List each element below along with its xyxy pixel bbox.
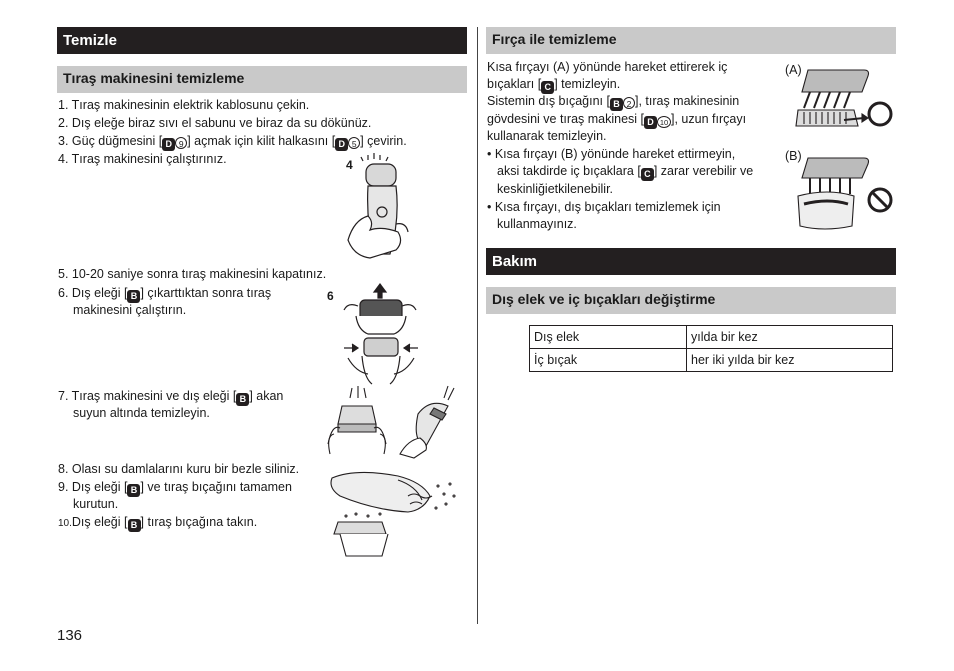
brush-bullet-1: • Kısa fırçayı (B) yönünde hareket ettirmeyin, <box>487 147 736 161</box>
badge-b: B <box>127 484 140 497</box>
circled-9: 9 <box>175 137 187 149</box>
shaver-in-hand-illustration <box>330 150 410 260</box>
section-title-bakim: Bakım <box>486 248 896 275</box>
brush-line-5: kullanarak temizleyin. <box>487 129 607 143</box>
step-5: 5. 10-20 saniye sonra tıraş makinesini kapatınız. <box>58 267 327 281</box>
circled-5: 5 <box>348 137 360 149</box>
badge-b: B <box>236 393 249 406</box>
badge-b: B <box>127 290 140 303</box>
circled-2: 2 <box>623 97 635 109</box>
step-3: 3. Güç düğmesini [ D 9 ] açmak için kilit halkasını [ D 5 ] çevirin. <box>58 134 407 149</box>
step-6-cont: makinesini çalıştırın. <box>73 303 187 317</box>
badge-b: B <box>610 98 623 111</box>
figure-b-label: (B) <box>785 149 802 163</box>
subsection-title-brush-cleaning: Fırça ile temizleme <box>486 27 896 54</box>
table-cell-part: Dış elek <box>530 326 687 349</box>
column-divider <box>477 27 478 624</box>
brush-line-4: gövdesini ve tıraş makinesi [ D 10 ], uzun fırçayı <box>487 112 747 127</box>
circled-10: 10 <box>657 116 671 128</box>
brush-bullet-2: • Kısa fırçayı, dış bıçakları temizlemek için <box>487 200 721 214</box>
page-number: 136 <box>57 627 83 644</box>
brush-prohibited-icon <box>794 154 896 234</box>
drying-illustration <box>326 466 462 560</box>
step-7: 7. Tıraş makinesini ve dış eleği [ B ] akan <box>58 389 284 404</box>
brush-bullet-1-cont2: keskinliğietkilenebilir. <box>497 182 614 196</box>
badge-c: C <box>541 81 554 94</box>
brush-line-2: bıçakları [ C ] temizleyin. <box>487 77 621 92</box>
brush-bullet-2-cont: kullanmayınız. <box>497 217 577 231</box>
section-title-temizle: Temizle <box>57 27 467 54</box>
step-9: 9. Dış eleği [ B ] ve tıraş bıçağını tamamen <box>58 480 292 495</box>
step-8: 8. Olası su damlalarını kuru bir bezle siliniz. <box>58 462 300 476</box>
figure-6-label: 6 <box>327 289 334 303</box>
rinse-illustration <box>322 384 464 460</box>
subsection-title-replacement: Dış elek ve iç bıçakları değiştirme <box>486 287 896 314</box>
figure-a-label: (A) <box>785 63 802 77</box>
table-cell-part: İç bıçak <box>530 349 687 372</box>
step-1: 1. Tıraş makinesinin elektrik kablosunu çekin. <box>58 98 310 112</box>
frame-removal-illustration <box>338 282 422 386</box>
table-row <box>530 349 893 372</box>
step-2: 2. Dış eleğe biraz sıvı el sabunu ve biraz da su dökünüz. <box>58 116 372 130</box>
table-cell-interval: her iki yılda bir kez <box>687 349 893 372</box>
badge-b: B <box>128 519 141 532</box>
brush-bullet-1-cont: aksi takdirde iç bıçaklara [ C ] zarar verebilir ve <box>497 164 754 179</box>
brush-line-1: Kısa fırçayı (A) yönünde hareket ettirerek iç <box>487 60 728 74</box>
step-9-cont: kurutun. <box>73 497 119 511</box>
step-6: 6. Dış eleği [ B ] çıkarttıktan sonra tıraş <box>58 286 272 301</box>
badge-c: C <box>641 168 654 181</box>
subsection-title-shaver-cleaning: Tıraş makinesini temizleme <box>57 66 467 93</box>
step-4: 4. Tıraş makinesini çalıştırınız. <box>58 152 227 166</box>
table-row <box>530 326 893 349</box>
brush-ok-icon <box>794 66 896 140</box>
table-cell-interval: yılda bir kez <box>687 326 893 349</box>
badge-d: D <box>335 138 348 151</box>
step-7-cont: suyun altında temizleyin. <box>73 406 210 420</box>
step-10: 10.Dış eleği [ B ] tıraş bıçağına takın. <box>58 515 258 530</box>
replacement-table <box>529 325 893 372</box>
brush-line-3: Sistemin dış bıçağını [ B 2 ], tıraş makinesinin <box>487 94 740 109</box>
badge-d: D <box>162 138 175 151</box>
figure-4-label: 4 <box>346 158 353 172</box>
badge-d: D <box>644 116 657 129</box>
